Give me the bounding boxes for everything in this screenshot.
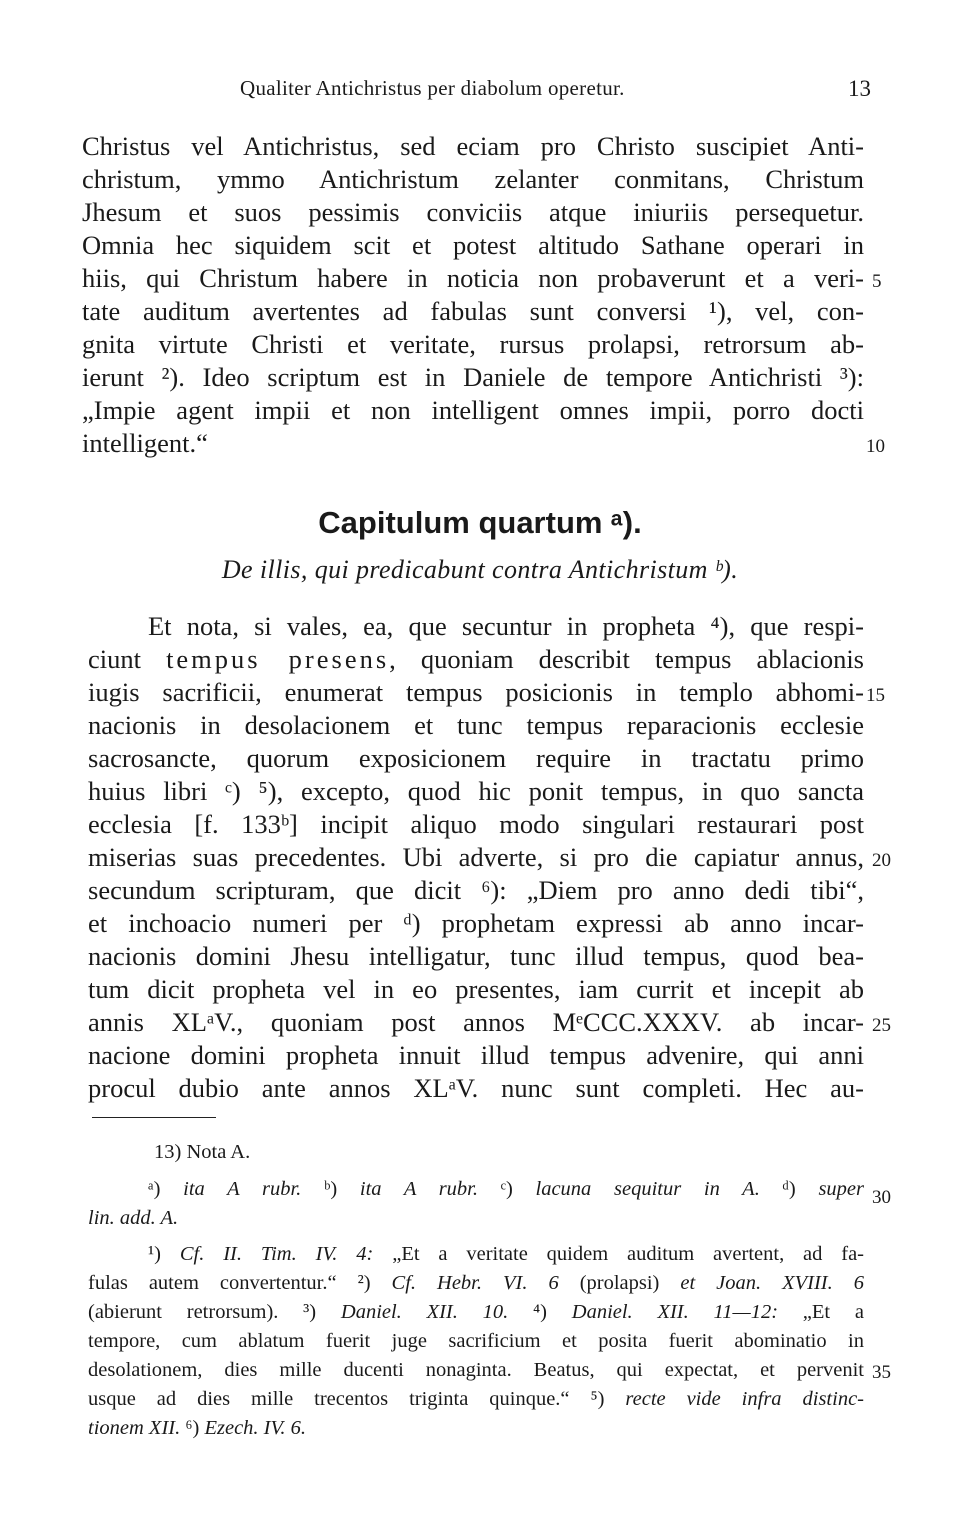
footnote-line: ¹) Cf. II. Tim. IV. 4: „Et a veritate quidem auditum avertent, ad fa-: [148, 1243, 865, 1265]
text-line: „Impie agent impii et non intelligent omnes impii, porro docti: [82, 395, 864, 425]
text-line: procul dubio ante annos XLᵃV. nunc sunt completi. Hec au-: [88, 1073, 864, 1103]
text-line: et inchoacio numeri per ᵈ) prophetam expressi ab anno incar-: [88, 908, 864, 938]
text-line: annis XLᵃV., quoniam post annos MᵉCCC.XXXV. ab incar-: [88, 1007, 864, 1037]
chapter-title: Capitulum quartum ᵃ).: [318, 505, 642, 540]
text-line: huius libri ᶜ) ⁵), excepto, quod hic ponit tempus, in quo sancta: [88, 776, 864, 806]
text-line: secundum scripturam, que dicit ⁶): „Diem pro anno dedi tibi“,: [88, 875, 864, 905]
running-head: [0, 76, 960, 106]
text-line: Jhesum et suos pessimis conviciis atque iniuriis persequetur.: [82, 197, 864, 227]
text-line: christum, ymmo Antichristum zelanter conmitans, Christum: [82, 164, 864, 194]
spaced-emphasis: tempus presens: [166, 644, 390, 674]
page-number: 13: [848, 76, 871, 101]
text-line: iugis sacrificii, enumerat tempus posicionis in templo abhomi-: [88, 677, 864, 707]
text-line: ierunt ²). Ideo scriptum est in Daniele de tempore Antichristi ³):: [82, 362, 864, 392]
text-line: tum dicit propheta vel in eo presentes, iam currit et incepit ab: [88, 974, 864, 1004]
margin-line-number: 25: [872, 1015, 891, 1036]
margin-line-number: 20: [872, 850, 891, 871]
text-line: nacione domini propheta innuit illud tempus advenire, qui anni: [88, 1040, 864, 1070]
footnote-line: desolationem, dies mille ducenti nonaginta. Beatus, qui expectat, et pervenit: [88, 1359, 864, 1381]
text-line: intelligent.“: [82, 428, 208, 458]
margin-line-number: 10: [866, 436, 885, 457]
text-line: miserias suas precedentes. Ubi adverte, si pro die capiatur annus,: [88, 842, 864, 872]
text-line: hiis, qui Christum habere in noticia non probaverunt et a veri-: [82, 263, 864, 293]
footnote-line: tionem XII. ⁶) Ezech. IV. 6.: [88, 1417, 306, 1439]
text-line: tate auditum avertentes ad fabulas sunt conversi ¹), vel, con-: [82, 296, 864, 326]
footnote-divider: [92, 1117, 216, 1118]
text-line: sacrosancte, quorum exposicionem require in tractatu primo: [88, 743, 864, 773]
margin-line-number: 15: [866, 685, 885, 706]
text-line: nacionis domini Jhesu intelligatur, tunc illud tempus, quod bea-: [88, 941, 864, 971]
margin-line-number: 5: [872, 271, 882, 292]
footnote-line: tempore, cum ablatum fuerit juge sacrificium et posita fuerit abominatio in: [88, 1330, 864, 1352]
footnote-line: lin. add. A.: [88, 1207, 179, 1229]
footnote-line: ᵃ) ita A rubr. ᵇ) ita A rubr. ᶜ) lacuna sequitur in A. ᵈ) super: [148, 1178, 864, 1200]
footnote-line: fulas autem convertentur.“ ²) Cf. Hebr. VI. 6 (prolapsi) et Joan. XVIII. 6: [88, 1272, 864, 1294]
footnote-line: 13) Nota A.: [154, 1141, 251, 1163]
text-line: Et nota, si vales, ea, que secuntur in propheta ⁴), que respi-: [148, 611, 864, 641]
text-line: ciunt tempus presens, quoniam describit tempus ablacionis: [88, 644, 864, 674]
text-line: ecclesia [f. 133ᵇ] incipit aliquo modo singulari restaurari post: [88, 809, 864, 839]
text-line: gnita virtute Christi et veritate, rursus prolapsi, retrorsum ab-: [82, 329, 864, 359]
margin-line-number: 35: [872, 1362, 891, 1383]
footnote-line: usque ad dies mille trecentos triginta quinque.“ ⁵) recte vide infra distinc-: [88, 1388, 864, 1410]
running-head-title: Qualiter Antichristus per diabolum operetur.: [240, 76, 625, 100]
text-line: Christus vel Antichristus, sed eciam pro Christo suscipiet Anti-: [82, 131, 864, 161]
text-line: Omnia hec siquidem scit et potest altitudo Sathane operari in: [82, 230, 864, 260]
text-line: nacionis in desolacionem et tunc tempus reparacionis ecclesie: [88, 710, 864, 740]
footnote-line: (abierunt retrorsum). ³) Daniel. XII. 10. ⁴) Daniel. XII. 11—12: „Et a: [88, 1301, 864, 1323]
chapter-subtitle: De illis, qui predicabunt contra Antichristum ᵇ).: [221, 555, 739, 584]
margin-line-number: 30: [872, 1187, 891, 1208]
